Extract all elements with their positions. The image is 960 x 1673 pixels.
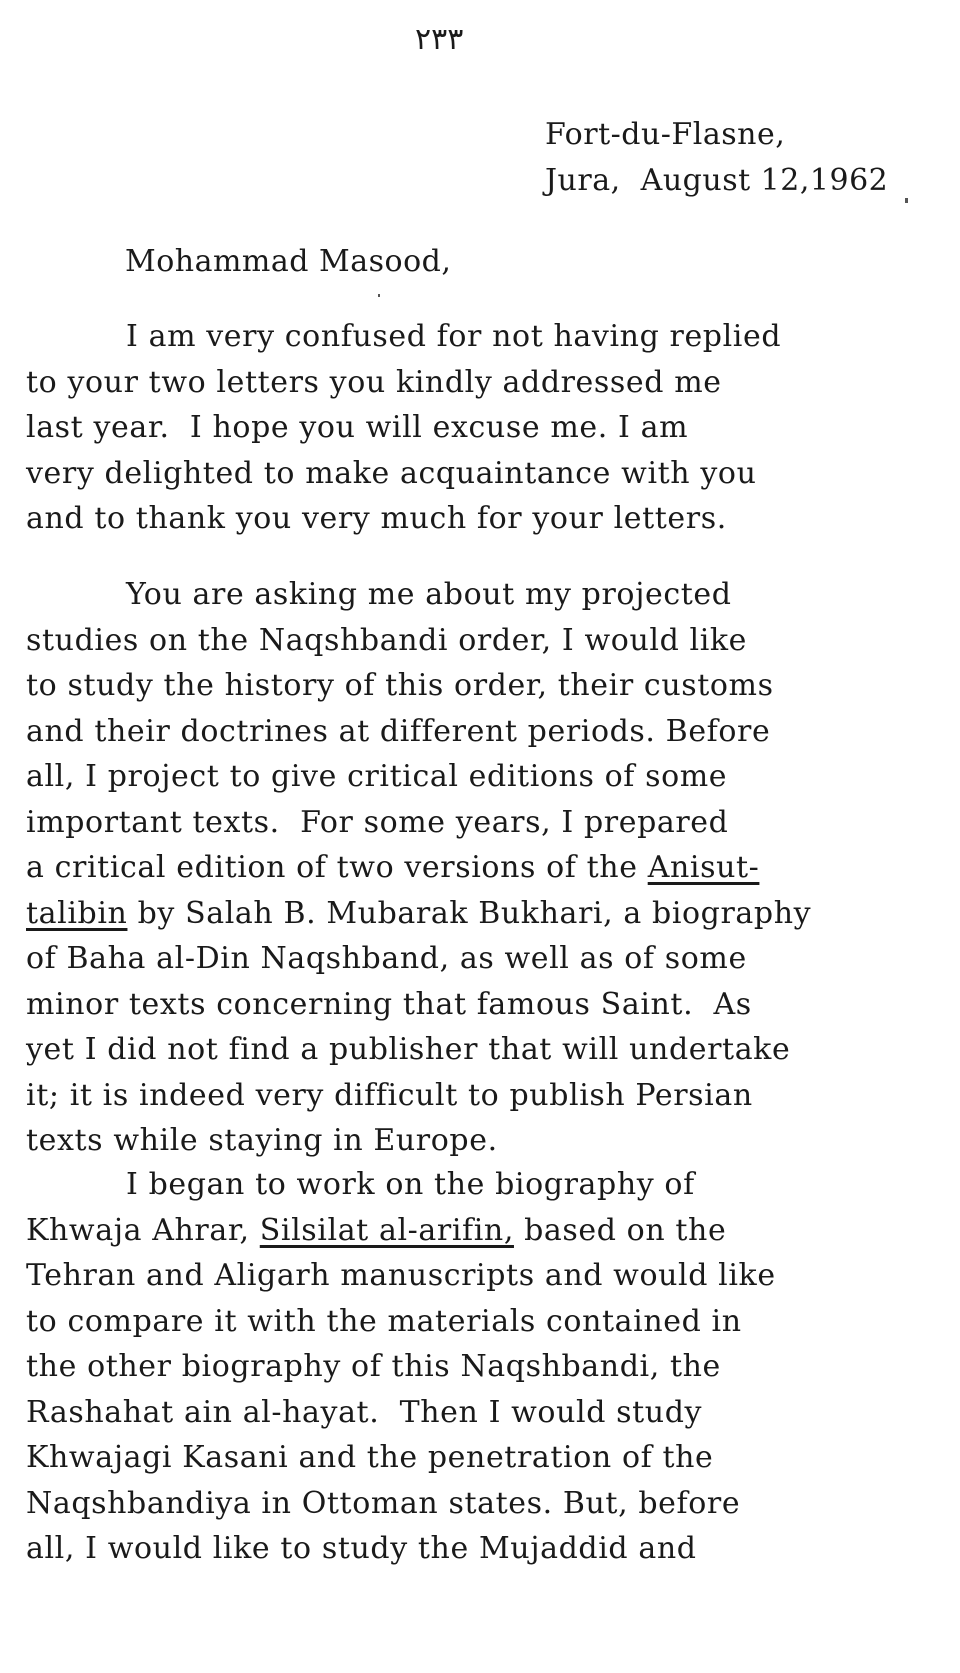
text-line: I began to work on the biography of bbox=[126, 1167, 695, 1202]
text-line: very delighted to make acquaintance with you bbox=[26, 455, 757, 491]
text-fragment: Khwaja Ahrar, bbox=[26, 1212, 260, 1248]
text-line: texts while staying in Europe. bbox=[26, 1123, 498, 1158]
page-number: ٢٣٣ bbox=[415, 22, 464, 57]
scan-speck bbox=[378, 294, 380, 297]
text-line: Tehran and Aligarh manuscripts and would like bbox=[26, 1258, 776, 1293]
text-line: minor texts concerning that famous Saint. As bbox=[26, 986, 752, 1022]
text-line: yet I did not find a publisher that will undertake bbox=[26, 1032, 791, 1067]
scan-speck bbox=[905, 198, 908, 203]
text-fragment: by Salah B. Mubarak Bukhari, a biography bbox=[127, 895, 812, 931]
text-line: and to thank you very much for your letters. bbox=[26, 501, 727, 536]
text-line: to compare it with the materials contained in bbox=[26, 1303, 742, 1339]
text-line bbox=[26, 1208, 946, 1254]
paragraph-3 bbox=[26, 1162, 946, 1572]
text-line: of Baha al-Din Naqshband, as well as of some bbox=[26, 941, 747, 976]
paragraph-1 bbox=[26, 314, 946, 542]
letterhead bbox=[545, 112, 888, 204]
text-line: Khwajagi Kasani and the penetration of the bbox=[26, 1440, 714, 1475]
salutation: Mohammad Masood, bbox=[125, 244, 452, 279]
text-line bbox=[26, 891, 946, 937]
title-anisut-talibin-part2: talibin bbox=[26, 895, 128, 931]
text-line: important texts. For some years, I prepared bbox=[26, 804, 729, 840]
title-anisut-talibin-part1: Anisut- bbox=[647, 850, 760, 885]
text-line: it; it is indeed very difficult to publish Persian bbox=[26, 1077, 753, 1113]
text-fragment: based on the bbox=[513, 1212, 727, 1248]
title-silsilat-al-arifin: Silsilat al-arifin, bbox=[259, 1212, 514, 1248]
date-line: Jura, August 12,1962 bbox=[545, 163, 889, 198]
text-line: to study the history of this order, their customs bbox=[26, 668, 774, 703]
text-line: You are asking me about my projected bbox=[126, 577, 732, 612]
text-fragment: a critical edition of two versions of the bbox=[26, 850, 648, 885]
text-line: the other biography of this Naqshbandi, the bbox=[26, 1349, 721, 1384]
text-line: Naqshbandiya in Ottoman states. But, before bbox=[26, 1485, 741, 1521]
text-line: studies on the Naqshbandi order, I would like bbox=[26, 622, 748, 658]
text-line: last year. I hope you will excuse me. I am bbox=[26, 410, 689, 445]
paragraph-2 bbox=[26, 572, 946, 1164]
text-line: to your two letters you kindly addressed me bbox=[26, 364, 722, 400]
place-line: Fort-du-Flasne, bbox=[545, 117, 786, 152]
text-line: I am very confused for not having replied bbox=[126, 319, 782, 354]
text-line: all, I would like to study the Mujaddid and bbox=[26, 1531, 697, 1566]
text-line: Rashahat ain al-hayat. Then I would study bbox=[26, 1394, 703, 1430]
text-line bbox=[26, 845, 946, 891]
text-line: and their doctrines at different periods. Before bbox=[26, 713, 771, 749]
text-line: all, I project to give critical editions of some bbox=[26, 759, 728, 794]
